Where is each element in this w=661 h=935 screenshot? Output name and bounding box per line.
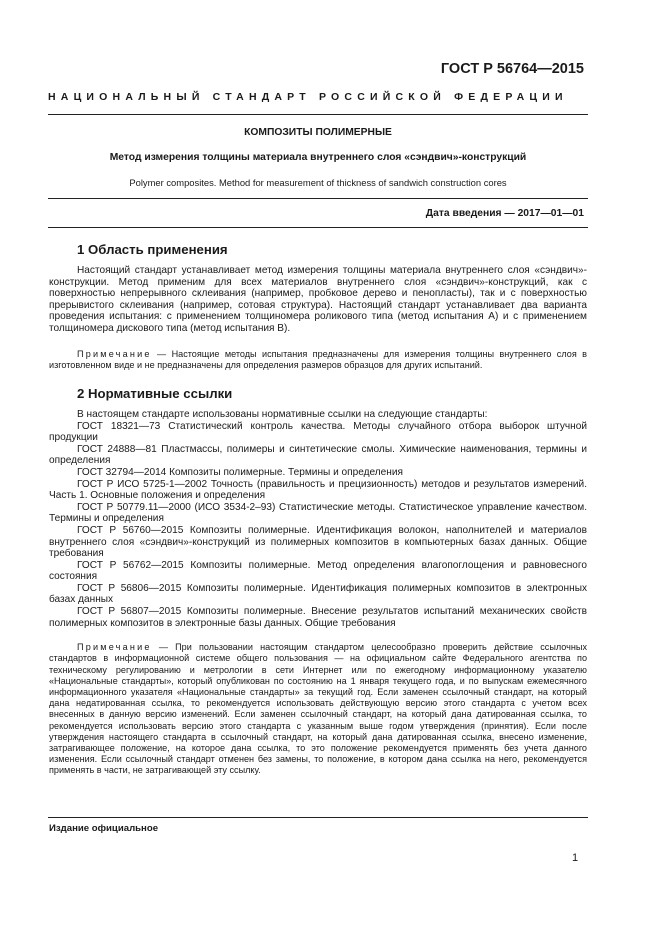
reference-item: ГОСТ Р 56807—2015 Композиты полимерные. Внесение результатов испытаний механических свойств полимерных композитов в электронные базы данных. Общие требования: [49, 606, 587, 629]
document-title: КОМПОЗИТЫ ПОЛИМЕРНЫЕ: [244, 127, 392, 138]
section-heading-scope: 1 Область применения: [77, 242, 228, 257]
document-subtitle-en: Polymer composites. Method for measurement of thickness of sandwich construction cores: [129, 177, 507, 188]
date-divider: [48, 227, 588, 228]
header-divider: [48, 114, 588, 115]
note-label: Примечание: [77, 642, 152, 653]
national-standard-banner: НАЦИОНАЛЬНЫЙ СТАНДАРТ РОССИЙСКОЙ ФЕДЕРАЦИИ: [48, 91, 568, 103]
reference-item: ГОСТ Р 56760—2015 Композиты полимерные. Идентификация волокон, наполнителей и материалов внутреннего слоя «сэндвич»-конструкций из полимерных композитов в компьютерных базах данных. Общие требования: [49, 524, 587, 560]
document-code: ГОСТ Р 56764—2015: [440, 61, 584, 77]
references-note: [49, 642, 587, 776]
reference-item: ГОСТ Р 56762—2015 Композиты полимерные. Метод определения влагопоглощения и равновесного состояния: [49, 559, 587, 583]
document-subtitle-ru: Метод измерения толщины материала внутреннего слоя «сэндвич»-конструкций: [109, 152, 527, 163]
scope-paragraph: Настоящий стандарт устанавливает метод измерения толщины материала внутреннего слоя «сэндвич»-конструкции. Метод применим для всех материалов внутреннего слоя «сэндвич»-конструкций, как с поверхностью непрерывного склеивания (например, пробковое дерево и пенопласты), так и с поверхностью прерывистого склеивания (например, сотовая структура). Настоящий стандарт устанавливает два варианта проведения испытания: с применением толщиномера роликового типа (метод испытания А) и с применением толщиномера дискового типа (метод испытания В).: [49, 265, 587, 334]
references-intro: В настоящем стандарте использованы нормативные ссылки на следующие стандарты:: [77, 408, 488, 420]
note-text: — При пользовании настоящим стандартом целесообразно проверить действие ссылочных стандартов в информационной системе общего пользования — на официальном сайте Федерального агентства по техническому регулированию и метрологии в сети Интернет или по ежегодному информационному указателю «Национальные стандарты», который опубликован по состоянию на 1 января текущего года, и по выпускам ежемесячного информационного указателя «Национальные стандарты» за текущий год. Если заменен ссылочный стандарт, на который дана недатированная ссылка, то рекомендуется использовать действующую версию этого стандарта с учетом всех внесенных в данную версию изменений. Если заменен ссылочный стандарт, на который дана датированная ссылка, то рекомендуется использовать версию этого стандарта с указанным выше годом утверждения (принятия). Если после утверждения настоящего стандарта в ссылочный стандарт, на который дана датированная ссылка, внесено изменение, затрагивающее положение, на которое дана ссылка, то это положение рекомендуется применять без учета данного изменения. Если ссылочный стандарт отменен без замены, то положение, в котором дана ссылка на него, рекомендуется применять в части, не затрагивающей эту ссылку.: [49, 642, 587, 776]
official-edition-label: Издание официальное: [49, 823, 159, 834]
reference-item: ГОСТ 32794—2014 Композиты полимерные. Термины и определения: [77, 466, 403, 478]
reference-item: ГОСТ Р ИСО 5725-1—2002 Точность (правильность и прецизионность) методов и результатов измерений. Часть 1. Основные положения и определения: [49, 478, 587, 502]
section-heading-references: 2 Нормативные ссылки: [77, 385, 233, 401]
note-label: Примечание: [77, 348, 152, 359]
footer-divider: [48, 817, 588, 818]
reference-item: ГОСТ 18321—73 Статистический контроль качества. Методы случайного отбора выборок штучной продукции: [49, 420, 587, 444]
title-divider: [48, 198, 588, 199]
document-body: [49, 239, 587, 777]
scope-note: [49, 349, 587, 371]
reference-item: ГОСТ Р 50779.11—2000 (ИСО 3534-2–93) Статистические методы. Статистическое управление качеством. Термины и определения: [49, 501, 587, 525]
reference-item: ГОСТ Р 56806—2015 Композиты полимерные. Идентификация полимерных композитов в электронных базах данных: [49, 582, 587, 606]
reference-item: ГОСТ 24888—81 Пластмассы, полимеры и синтетические смолы. Химические наименования, термины и определения: [49, 443, 587, 467]
note-text: — Настоящие методы испытания предназначены для измерения толщины внутреннего слоя в изготовленном виде и не предназначены для определения размеров образцов для других испытаний.: [49, 348, 587, 370]
page-number: 1: [572, 852, 579, 864]
introduction-date: Дата введения — 2017—01—01: [425, 208, 584, 219]
